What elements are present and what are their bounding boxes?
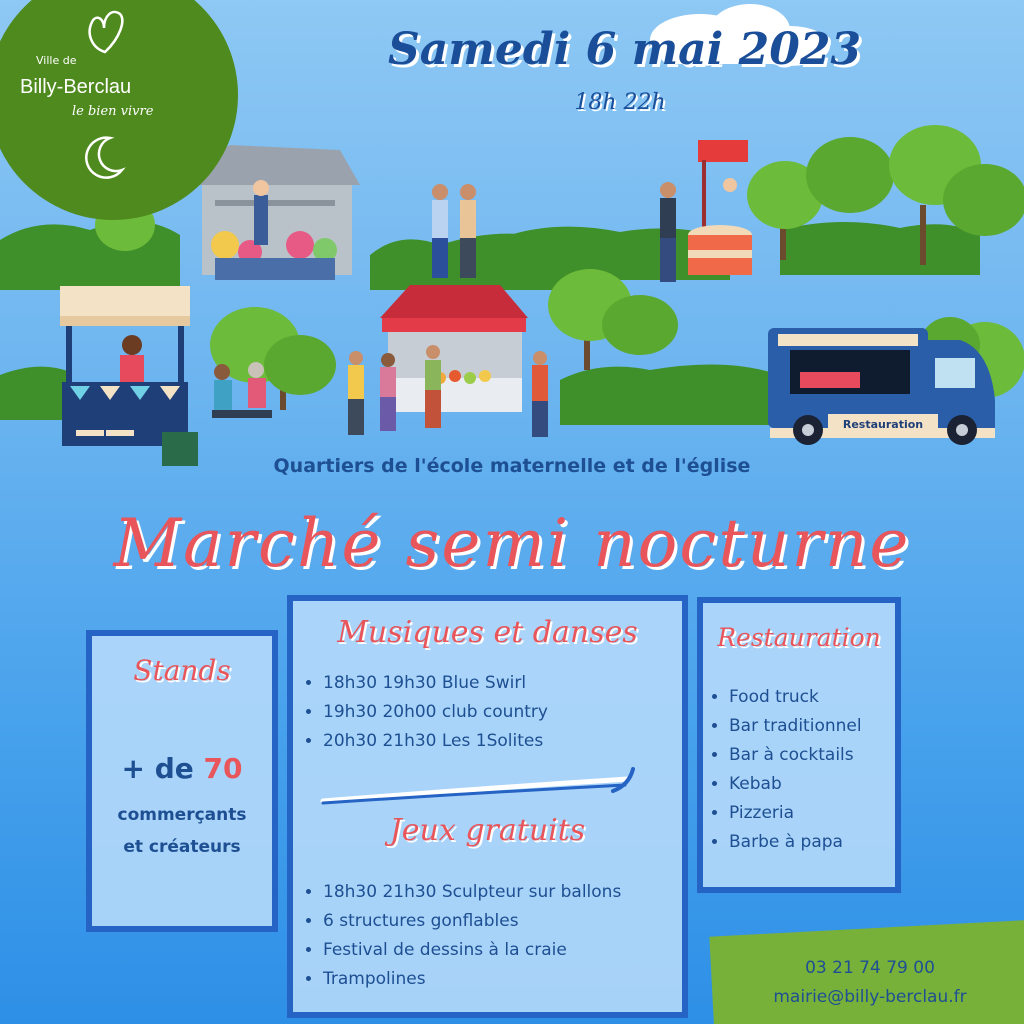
event-location: Quartiers de l'école maternelle et de l'église xyxy=(273,455,751,477)
stands-heading: Stands xyxy=(133,654,231,687)
stands-number: 70 xyxy=(203,752,243,785)
food-heading: Restauration xyxy=(717,623,881,652)
music-heading: Musiques et danses xyxy=(337,615,638,650)
stands-prefix: + de xyxy=(121,752,194,785)
music-item: • 18h30 19h30 Blue Swirl xyxy=(323,669,548,698)
contact-phone[interactable]: 03 21 74 79 00 xyxy=(805,958,935,978)
foodtruck-label: Restauration xyxy=(842,418,924,431)
food-item: • Bar à cocktails xyxy=(729,741,862,770)
contact-email[interactable]: mairie@billy-berclau.fr xyxy=(773,987,967,1007)
drink-stand xyxy=(60,286,198,466)
music-item: • 19h30 20h00 club country xyxy=(323,698,548,727)
flower-stand xyxy=(200,145,360,280)
games-item: • Festival de dessins à la craie xyxy=(323,936,621,965)
food-item: • Food truck xyxy=(729,683,862,712)
food-list xyxy=(709,683,862,857)
moon-icon xyxy=(84,134,126,180)
food-item: • Barbe à papa xyxy=(729,828,862,857)
games-item: • Trampolines xyxy=(323,965,621,994)
logo-town: Billy-Berclau xyxy=(20,76,132,98)
stands-label-2: et créateurs xyxy=(123,837,241,857)
games-item: • 6 structures gonflables xyxy=(323,907,621,936)
program-card xyxy=(287,595,688,1018)
food-item: • Bar traditionnel xyxy=(729,712,862,741)
event-title: Marché semi nocturne xyxy=(113,505,911,582)
games-heading: Jeux gratuits xyxy=(389,813,586,848)
food-item: • Pizzeria xyxy=(729,799,862,828)
food-truck xyxy=(768,328,995,445)
logo-tagline: le bien vivre xyxy=(72,104,154,119)
logo-prefix: Ville de xyxy=(36,54,77,67)
food-card xyxy=(697,597,901,893)
event-hours: 18h 22h xyxy=(574,90,666,115)
music-item: • 20h30 21h30 Les 1Solites xyxy=(323,727,548,756)
swirl-divider-icon xyxy=(313,761,643,811)
food-item: • Kebab xyxy=(729,770,862,799)
games-list xyxy=(303,878,621,994)
snack-stand xyxy=(660,140,752,282)
event-date: Samedi 6 mai 2023 xyxy=(388,24,862,75)
butterfly-icon xyxy=(82,8,128,56)
games-item: • 18h30 21h30 Sculpteur sur ballons xyxy=(323,878,621,907)
music-list xyxy=(303,669,548,756)
stands-count xyxy=(92,752,272,785)
vegetable-stand xyxy=(380,285,528,428)
stands-card xyxy=(86,630,278,932)
stands-label-1: commerçants xyxy=(117,805,247,825)
